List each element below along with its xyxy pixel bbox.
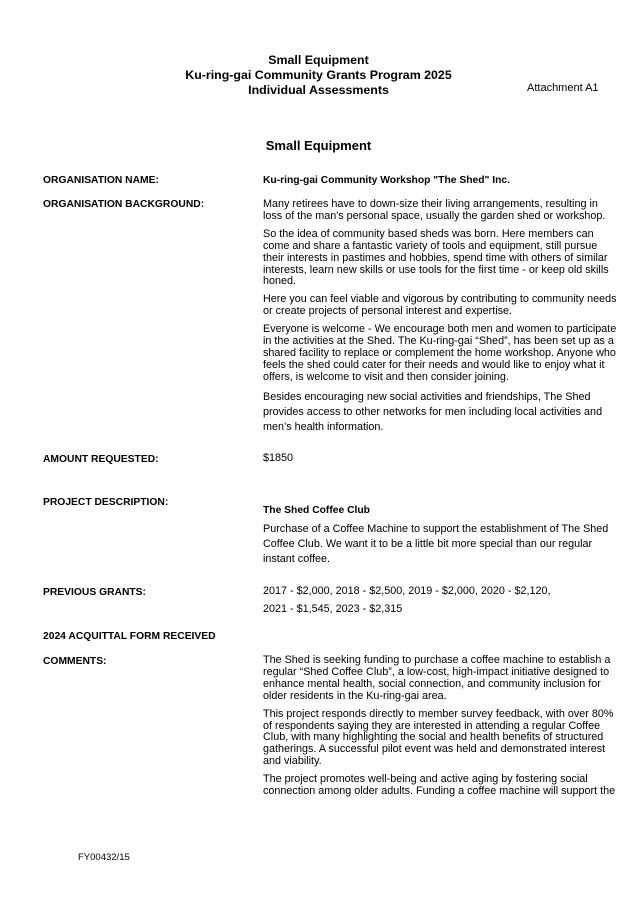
comments-paragraph: This project responds directly to member survey feedback, with over 80% of respondents saying they are interested in attending a regular Coffee Club, with many highlighting the social and health benefits of structured gatherings. A successful pilot event was held and demonstrated interest and viability. [263, 707, 614, 768]
acquittal-label: 2024 ACQUITTAL FORM RECEIVED [43, 631, 216, 642]
comments-label: COMMENTS: [43, 656, 107, 667]
attachment-label: Attachment A1 [527, 82, 599, 94]
comments-paragraph: The project promotes well-being and active aging by fostering social connection among older adults. Funding a coffee machine will support the [263, 773, 616, 798]
footer-code: FY00432/15 [78, 852, 130, 863]
comments-paragraph: The Shed is seeking funding to purchase a coffee machine to establish a regular “Shed Coffee Club”, a low-cost, high-impact initiative designed to enhance mental health, social connection, and community inclusion for older residents in the Ku-ring-gai area. [263, 654, 611, 702]
org-background-paragraph: Everyone is welcome - We encourage both men and women to participate in the activities at the Shed. The Ku-ring-gai “Shed”, has been set up as a shared facility to replace or complement the home workshop. Anyone who feels the shed could cater for their needs and would like to enjoy what it offers, is welcome to visit and then consider joining. [263, 323, 617, 383]
org-background-text [263, 199, 617, 435]
project-label: PROJECT DESCRIPTION: [43, 497, 169, 508]
org-name-label: ORGANISATION NAME: [43, 175, 159, 186]
org-name-value: Ku-ring-gai Community Workshop "The Shed" Inc. [263, 175, 510, 186]
org-background-paragraph: Besides encouraging new social activities and friendships, The Shed provides access to other networks for men including local activities and men’s health information. [263, 390, 603, 433]
section-title: Small Equipment [265, 138, 372, 153]
comments-text [263, 655, 617, 798]
org-background-paragraph: Here you can feel viable and vigorous by contributing to community needs or create projects of personal interest and expertise. [263, 293, 617, 318]
header-line-1: Small Equipment [268, 53, 369, 67]
org-background-paragraph: Many retirees have to down-size their living arrangements, resulting in loss of the man's personal space, usually the garden shed or workshop. [263, 198, 606, 222]
header-line-2: Ku-ring-gai Community Grants Program 2025 [185, 68, 452, 82]
project-description: Purchase of a Coffee Machine to support the establishment of The Shed Coffee Club. We want it to be a little bit more special than our regular instant coffee. [263, 523, 609, 565]
header-line-3: Individual Assessments [248, 83, 389, 97]
previous-grants-label: PREVIOUS GRANTS: [43, 587, 146, 598]
previous-grants-line-1: 2017 - $2,000, 2018 - $2,500, 2019 - $2,000, 2020 - $2,120, [263, 585, 551, 597]
org-background-paragraph: So the idea of community based sheds was born. Here members can come and share a fantastic variety of tools and equipment, still pursue their interests in pastimes and hobbies, spend time with others of similar interests, learn new skills or use tools for the first time - or keep old skills honed. [263, 227, 609, 288]
org-background-label: ORGANISATION BACKGROUND: [43, 199, 205, 210]
project-title: The Shed Coffee Club [263, 505, 370, 516]
amount-value: $1850 [263, 452, 294, 464]
amount-label: AMOUNT REQUESTED: [43, 454, 159, 465]
previous-grants-line-2: 2021 - $1,545, 2023 - $2,315 [263, 603, 403, 615]
